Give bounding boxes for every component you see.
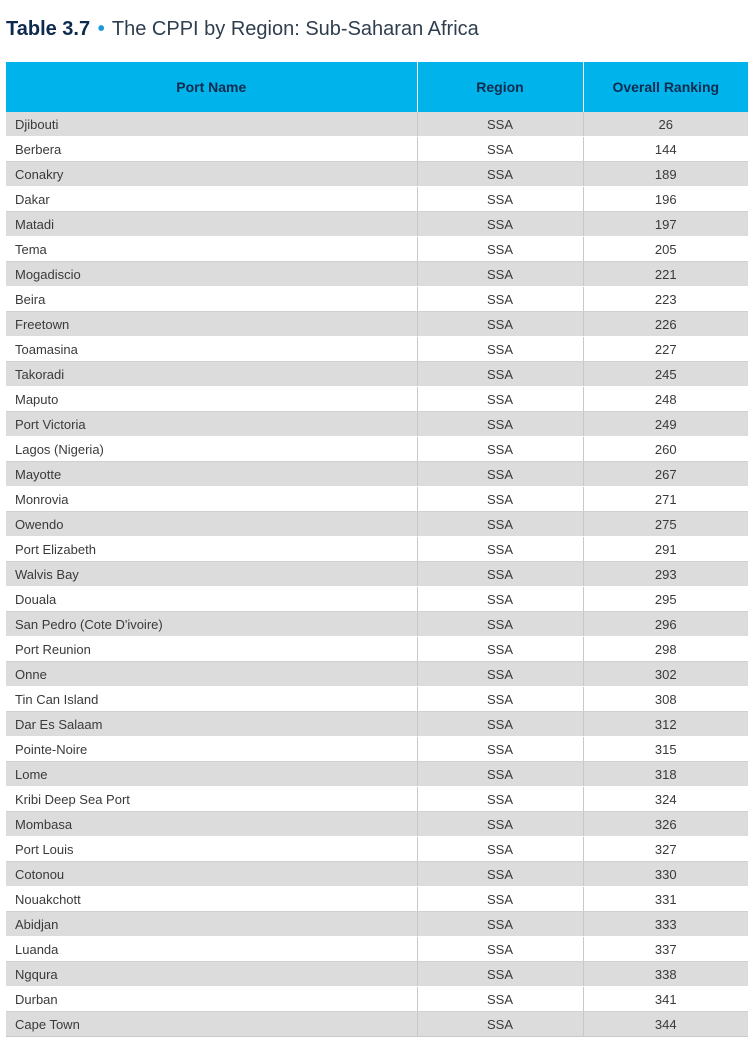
region-cell: SSA bbox=[417, 162, 583, 187]
port-name-cell: Mayotte bbox=[6, 462, 417, 487]
ranking-cell: 144 bbox=[583, 137, 748, 162]
ranking-cell: 308 bbox=[583, 687, 748, 712]
region-cell: SSA bbox=[417, 1012, 583, 1037]
region-cell: SSA bbox=[417, 387, 583, 412]
table-row bbox=[6, 862, 748, 887]
region-cell: SSA bbox=[417, 937, 583, 962]
ranking-cell: 226 bbox=[583, 312, 748, 337]
region-cell: SSA bbox=[417, 137, 583, 162]
ranking-cell: 267 bbox=[583, 462, 748, 487]
region-cell: SSA bbox=[417, 562, 583, 587]
region-cell: SSA bbox=[417, 687, 583, 712]
table-row bbox=[6, 412, 748, 437]
port-name-cell: Port Victoria bbox=[6, 412, 417, 437]
region-cell: SSA bbox=[417, 962, 583, 987]
port-name-cell: Cape Town bbox=[6, 1012, 417, 1037]
table-row bbox=[6, 587, 748, 612]
ranking-cell: 205 bbox=[583, 237, 748, 262]
table-row bbox=[6, 337, 748, 362]
table-body bbox=[6, 112, 748, 1037]
table-row bbox=[6, 187, 748, 212]
region-cell: SSA bbox=[417, 862, 583, 887]
ranking-cell: 291 bbox=[583, 537, 748, 562]
port-name-cell: Dakar bbox=[6, 187, 417, 212]
cppi-table bbox=[6, 62, 748, 1037]
region-cell: SSA bbox=[417, 362, 583, 387]
ranking-cell: 295 bbox=[583, 587, 748, 612]
region-cell: SSA bbox=[417, 762, 583, 787]
region-cell: SSA bbox=[417, 237, 583, 262]
region-cell: SSA bbox=[417, 437, 583, 462]
table-bottom-rule bbox=[6, 1036, 748, 1037]
port-name-cell: Beira bbox=[6, 287, 417, 312]
header-overall-ranking: Overall Ranking bbox=[583, 62, 748, 112]
port-name-cell: Luanda bbox=[6, 937, 417, 962]
port-name-cell: Kribi Deep Sea Port bbox=[6, 787, 417, 812]
region-cell: SSA bbox=[417, 337, 583, 362]
port-name-cell: Lome bbox=[6, 762, 417, 787]
port-name-cell: Nouakchott bbox=[6, 887, 417, 912]
table-row bbox=[6, 237, 748, 262]
table-row bbox=[6, 462, 748, 487]
region-cell: SSA bbox=[417, 812, 583, 837]
ranking-cell: 337 bbox=[583, 937, 748, 962]
port-name-cell: Lagos (Nigeria) bbox=[6, 437, 417, 462]
table-row bbox=[6, 662, 748, 687]
port-name-cell: Toamasina bbox=[6, 337, 417, 362]
table-row bbox=[6, 312, 748, 337]
table-row bbox=[6, 262, 748, 287]
ranking-cell: 315 bbox=[583, 737, 748, 762]
table-row bbox=[6, 787, 748, 812]
port-name-cell: Freetown bbox=[6, 312, 417, 337]
region-cell: SSA bbox=[417, 287, 583, 312]
ranking-cell: 189 bbox=[583, 162, 748, 187]
region-cell: SSA bbox=[417, 662, 583, 687]
table-row bbox=[6, 962, 748, 987]
ranking-cell: 312 bbox=[583, 712, 748, 737]
ranking-cell: 221 bbox=[583, 262, 748, 287]
ranking-cell: 197 bbox=[583, 212, 748, 237]
ranking-cell: 302 bbox=[583, 662, 748, 687]
port-name-cell: San Pedro (Cote D'ivoire) bbox=[6, 612, 417, 637]
ranking-cell: 333 bbox=[583, 912, 748, 937]
port-name-cell: Mogadiscio bbox=[6, 262, 417, 287]
region-cell: SSA bbox=[417, 462, 583, 487]
table-title bbox=[6, 18, 479, 41]
table-row bbox=[6, 612, 748, 637]
ranking-cell: 298 bbox=[583, 637, 748, 662]
port-name-cell: Takoradi bbox=[6, 362, 417, 387]
table-row bbox=[6, 562, 748, 587]
port-name-cell: Monrovia bbox=[6, 487, 417, 512]
port-name-cell: Ngqura bbox=[6, 962, 417, 987]
port-name-cell: Matadi bbox=[6, 212, 417, 237]
region-cell: SSA bbox=[417, 312, 583, 337]
ranking-cell: 318 bbox=[583, 762, 748, 787]
region-cell: SSA bbox=[417, 637, 583, 662]
table-row bbox=[6, 112, 748, 137]
ranking-cell: 331 bbox=[583, 887, 748, 912]
region-cell: SSA bbox=[417, 612, 583, 637]
port-name-cell: Douala bbox=[6, 587, 417, 612]
ranking-cell: 223 bbox=[583, 287, 748, 312]
table-row bbox=[6, 937, 748, 962]
ranking-cell: 324 bbox=[583, 787, 748, 812]
port-name-cell: Port Elizabeth bbox=[6, 537, 417, 562]
table-row bbox=[6, 487, 748, 512]
port-name-cell: Tema bbox=[6, 237, 417, 262]
ranking-cell: 227 bbox=[583, 337, 748, 362]
table-row bbox=[6, 812, 748, 837]
table-row bbox=[6, 687, 748, 712]
ranking-cell: 326 bbox=[583, 812, 748, 837]
table-row bbox=[6, 212, 748, 237]
region-cell: SSA bbox=[417, 712, 583, 737]
port-name-cell: Durban bbox=[6, 987, 417, 1012]
port-name-cell: Mombasa bbox=[6, 812, 417, 837]
table-row bbox=[6, 912, 748, 937]
port-name-cell: Port Reunion bbox=[6, 637, 417, 662]
port-name-cell: Djibouti bbox=[6, 112, 417, 137]
ranking-cell: 260 bbox=[583, 437, 748, 462]
table-row bbox=[6, 637, 748, 662]
port-name-cell: Maputo bbox=[6, 387, 417, 412]
table-row bbox=[6, 1012, 748, 1037]
region-cell: SSA bbox=[417, 837, 583, 862]
table-row bbox=[6, 837, 748, 862]
ranking-cell: 249 bbox=[583, 412, 748, 437]
table-row bbox=[6, 437, 748, 462]
port-name-cell: Tin Can Island bbox=[6, 687, 417, 712]
ranking-cell: 293 bbox=[583, 562, 748, 587]
region-cell: SSA bbox=[417, 412, 583, 437]
port-name-cell: Berbera bbox=[6, 137, 417, 162]
region-cell: SSA bbox=[417, 212, 583, 237]
table-row bbox=[6, 287, 748, 312]
region-cell: SSA bbox=[417, 987, 583, 1012]
region-cell: SSA bbox=[417, 512, 583, 537]
region-cell: SSA bbox=[417, 912, 583, 937]
ranking-cell: 344 bbox=[583, 1012, 748, 1037]
ranking-cell: 327 bbox=[583, 837, 748, 862]
ranking-cell: 196 bbox=[583, 187, 748, 212]
port-name-cell: Onne bbox=[6, 662, 417, 687]
ranking-cell: 341 bbox=[583, 987, 748, 1012]
region-cell: SSA bbox=[417, 112, 583, 137]
table-row bbox=[6, 362, 748, 387]
ranking-cell: 275 bbox=[583, 512, 748, 537]
table-row bbox=[6, 887, 748, 912]
region-cell: SSA bbox=[417, 187, 583, 212]
table-row bbox=[6, 737, 748, 762]
port-name-cell: Cotonou bbox=[6, 862, 417, 887]
table-row bbox=[6, 162, 748, 187]
ranking-cell: 330 bbox=[583, 862, 748, 887]
title-bullet: • bbox=[97, 18, 105, 40]
header-row bbox=[6, 62, 748, 112]
ranking-cell: 245 bbox=[583, 362, 748, 387]
table-row bbox=[6, 387, 748, 412]
table-row bbox=[6, 712, 748, 737]
port-name-cell: Port Louis bbox=[6, 837, 417, 862]
header-region: Region bbox=[417, 62, 583, 112]
ranking-cell: 248 bbox=[583, 387, 748, 412]
table-row bbox=[6, 762, 748, 787]
region-cell: SSA bbox=[417, 587, 583, 612]
table-row bbox=[6, 987, 748, 1012]
port-name-cell: Dar Es Salaam bbox=[6, 712, 417, 737]
table-row bbox=[6, 537, 748, 562]
region-cell: SSA bbox=[417, 487, 583, 512]
table-caption: The CPPI by Region: Sub-Saharan Africa bbox=[111, 18, 479, 40]
region-cell: SSA bbox=[417, 262, 583, 287]
table-row bbox=[6, 137, 748, 162]
port-name-cell: Abidjan bbox=[6, 912, 417, 937]
port-name-cell: Walvis Bay bbox=[6, 562, 417, 587]
region-cell: SSA bbox=[417, 787, 583, 812]
table-row bbox=[6, 512, 748, 537]
port-name-cell: Conakry bbox=[6, 162, 417, 187]
ranking-cell: 338 bbox=[583, 962, 748, 987]
ranking-cell: 296 bbox=[583, 612, 748, 637]
port-name-cell: Owendo bbox=[6, 512, 417, 537]
ranking-cell: 26 bbox=[583, 112, 748, 137]
region-cell: SSA bbox=[417, 887, 583, 912]
table-number: Table 3.7 bbox=[6, 18, 91, 40]
header-port-name: Port Name bbox=[6, 62, 417, 112]
region-cell: SSA bbox=[417, 537, 583, 562]
region-cell: SSA bbox=[417, 737, 583, 762]
port-name-cell: Pointe-Noire bbox=[6, 737, 417, 762]
ranking-cell: 271 bbox=[583, 487, 748, 512]
